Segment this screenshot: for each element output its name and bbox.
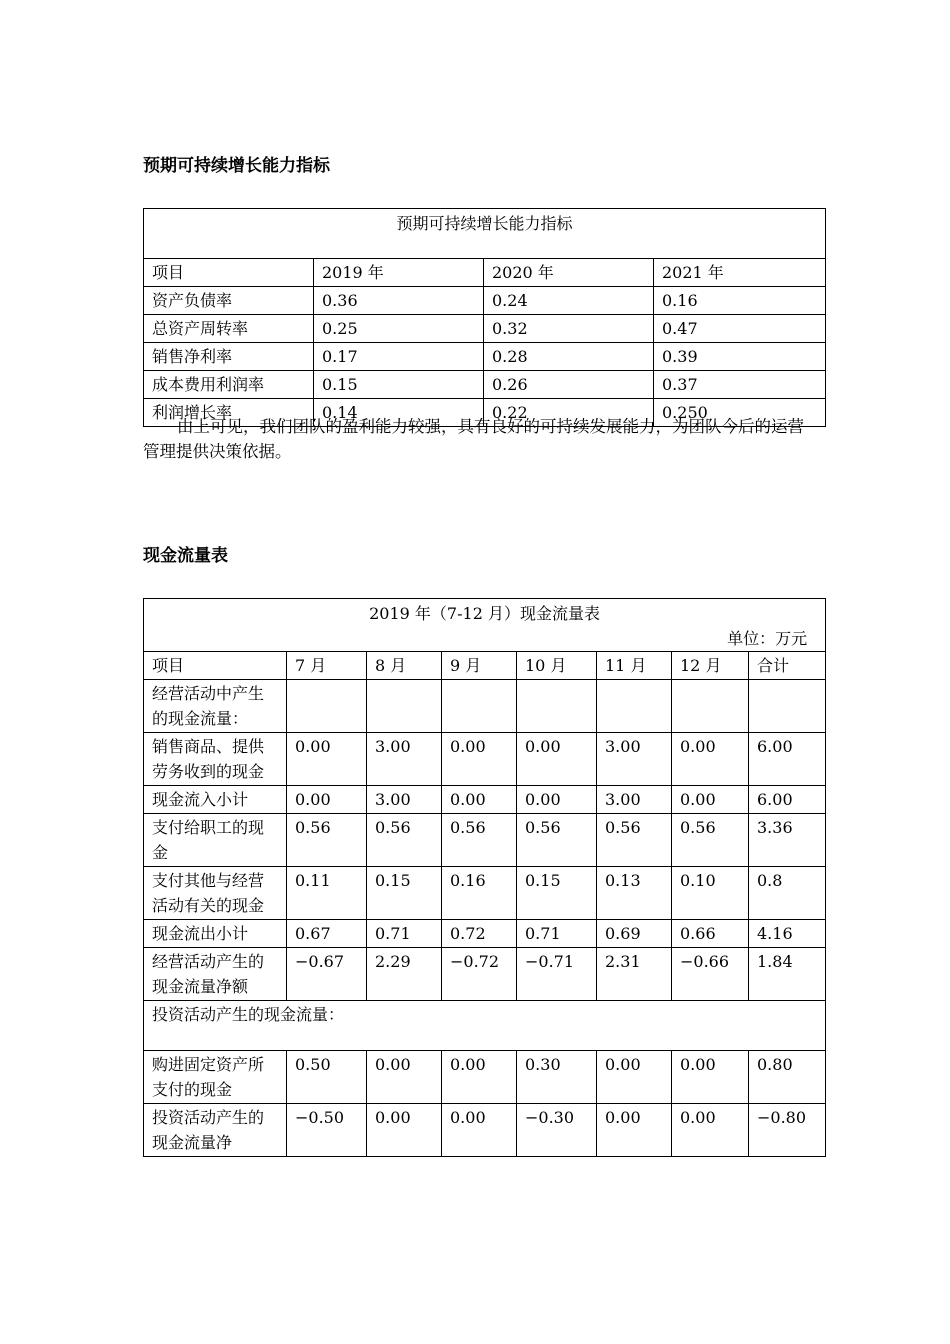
table-caption [144, 599, 826, 652]
table-cell: 0.10 [672, 867, 749, 920]
table-cell: 0.00 [442, 733, 517, 786]
table-cell: 2.29 [367, 948, 442, 1001]
table-caption [144, 209, 826, 259]
table-cell: 0.8 [749, 867, 826, 920]
table-cell: 0.00 [367, 1051, 442, 1104]
table-row [144, 920, 826, 948]
table-cell: 4.16 [749, 920, 826, 948]
table-cell [749, 680, 826, 733]
table-cell: 0.250 [654, 399, 826, 427]
row-label: 销售商品、提供劳务收到的现金 [144, 733, 287, 786]
header-cell: 项目 [144, 259, 314, 287]
header-cell: 9 月 [442, 652, 517, 680]
table-cell: −0.67 [287, 948, 367, 1001]
table-row [144, 343, 826, 371]
table-section-row [144, 1001, 826, 1051]
table-row [144, 867, 826, 920]
sustainable-growth-table [143, 208, 826, 427]
table-header-row [144, 652, 826, 680]
header-cell: 项目 [144, 652, 287, 680]
section-heading-sustainable-growth: 预期可持续增长能力指标 [143, 156, 330, 176]
table-cell: 0.00 [672, 733, 749, 786]
table-cell [672, 680, 749, 733]
table-cell: 2.31 [597, 948, 672, 1001]
header-cell: 11 月 [597, 652, 672, 680]
table-cell: 0.14 [314, 399, 484, 427]
table-cell: 0.56 [367, 814, 442, 867]
header-cell: 2021 年 [654, 259, 826, 287]
table-cell: 0.00 [367, 1104, 442, 1157]
section-label: 投资活动产生的现金流量： [144, 1001, 826, 1051]
row-label: 支付其他与经营活动有关的现金 [144, 867, 287, 920]
table-cell: 0.15 [517, 867, 597, 920]
table-cell: 3.00 [367, 786, 442, 814]
table-cell: 0.56 [287, 814, 367, 867]
table-cell: 0.22 [484, 399, 654, 427]
table-cell: 0.17 [314, 343, 484, 371]
table-title: 预期可持续增长能力指标 [396, 214, 573, 233]
row-label: 现金流入小计 [144, 786, 287, 814]
table-cell: 0.67 [287, 920, 367, 948]
header-cell: 12 月 [672, 652, 749, 680]
row-label: 经营活动产生的现金流量净额 [144, 948, 287, 1001]
table-cell [287, 680, 367, 733]
table-row [144, 1051, 826, 1104]
table-cell: 0.00 [442, 1104, 517, 1157]
row-label: 利润增长率 [144, 399, 314, 427]
table-cell: 0.00 [442, 786, 517, 814]
row-label: 购进固定资产所支付的现金 [144, 1051, 287, 1104]
row-label: 成本费用利润率 [144, 371, 314, 399]
unit-label: 单位：万元 [727, 629, 808, 648]
table-cell: 0.37 [654, 371, 826, 399]
table-cell: 0.71 [517, 920, 597, 948]
row-label: 总资产周转率 [144, 315, 314, 343]
table-row [144, 1104, 826, 1157]
table-cell: 6.00 [749, 786, 826, 814]
header-cell: 10 月 [517, 652, 597, 680]
table-cell: 0.00 [287, 786, 367, 814]
table-cell: 0.56 [517, 814, 597, 867]
table-cell: 0.32 [484, 315, 654, 343]
row-label: 支付给职工的现金 [144, 814, 287, 867]
table-cell: 1.84 [749, 948, 826, 1001]
table-cell: 0.56 [672, 814, 749, 867]
table-cell: 0.39 [654, 343, 826, 371]
table-row [144, 948, 826, 1001]
table-cell: 3.00 [367, 733, 442, 786]
table-row [144, 287, 826, 315]
table-cell: 0.15 [314, 371, 484, 399]
table-cell [597, 680, 672, 733]
table-cell: 0.50 [287, 1051, 367, 1104]
table-cell: 0.16 [654, 287, 826, 315]
table-cell: 0.00 [672, 1104, 749, 1157]
table-cell: 0.69 [597, 920, 672, 948]
table-cell: 0.72 [442, 920, 517, 948]
table-cell: −0.30 [517, 1104, 597, 1157]
table-cell: 0.11 [287, 867, 367, 920]
table-cell: 0.26 [484, 371, 654, 399]
table-cell: 0.56 [442, 814, 517, 867]
table-cell: 0.36 [314, 287, 484, 315]
table-cell: 0.00 [597, 1051, 672, 1104]
table-cell: 3.00 [597, 733, 672, 786]
table-cell: 6.00 [749, 733, 826, 786]
table-cell: 0.47 [654, 315, 826, 343]
table-cell: 0.00 [672, 1051, 749, 1104]
row-label: 投资活动产生的现金流量净 [144, 1104, 287, 1157]
table-cell: 0.24 [484, 287, 654, 315]
row-label: 经营活动中产生的现金流量： [144, 680, 287, 733]
table-cell: 0.30 [517, 1051, 597, 1104]
table-cell: 0.00 [672, 786, 749, 814]
header-cell: 2020 年 [484, 259, 654, 287]
table-cell: 0.15 [367, 867, 442, 920]
cash-flow-table [143, 598, 826, 1157]
row-label: 销售净利率 [144, 343, 314, 371]
table-cell: 0.80 [749, 1051, 826, 1104]
table-cell: −0.66 [672, 948, 749, 1001]
table-header-row [144, 259, 826, 287]
table-cell: 3.00 [597, 786, 672, 814]
table-cell: 0.66 [672, 920, 749, 948]
table-cell: 0.00 [287, 733, 367, 786]
table-cell: −0.80 [749, 1104, 826, 1157]
header-cell: 8 月 [367, 652, 442, 680]
row-label: 现金流出小计 [144, 920, 287, 948]
table-cell: −0.72 [442, 948, 517, 1001]
table-row [144, 680, 826, 733]
table-cell: 0.00 [597, 1104, 672, 1157]
section-heading-cash-flow: 现金流量表 [143, 546, 228, 566]
table-cell: 0.00 [517, 733, 597, 786]
table-row [144, 786, 826, 814]
header-cell: 7 月 [287, 652, 367, 680]
table-row [144, 371, 826, 399]
table-cell: −0.50 [287, 1104, 367, 1157]
table-cell: 0.13 [597, 867, 672, 920]
header-cell: 合计 [749, 652, 826, 680]
table-title: 2019 年（7-12 月）现金流量表 [369, 604, 600, 623]
table-row [144, 315, 826, 343]
table-cell [517, 680, 597, 733]
table-cell: 0.00 [442, 1051, 517, 1104]
table-cell: 3.36 [749, 814, 826, 867]
table-cell: 0.16 [442, 867, 517, 920]
table-cell [442, 680, 517, 733]
table-cell: 0.00 [517, 786, 597, 814]
header-cell: 2019 年 [314, 259, 484, 287]
table-cell: 0.28 [484, 343, 654, 371]
table-cell: 0.56 [597, 814, 672, 867]
table-cell [367, 680, 442, 733]
table-cell: 0.25 [314, 315, 484, 343]
table-cell: −0.71 [517, 948, 597, 1001]
summary-paragraph: 由上可见，我们团队的盈利能力较强，具有良好的可持续发展能力，为团队今后的运营管理提供决策依据。 [143, 417, 804, 461]
row-label: 资产负债率 [144, 287, 314, 315]
table-cell: 0.71 [367, 920, 442, 948]
table-row [144, 814, 826, 867]
table-row [144, 733, 826, 786]
